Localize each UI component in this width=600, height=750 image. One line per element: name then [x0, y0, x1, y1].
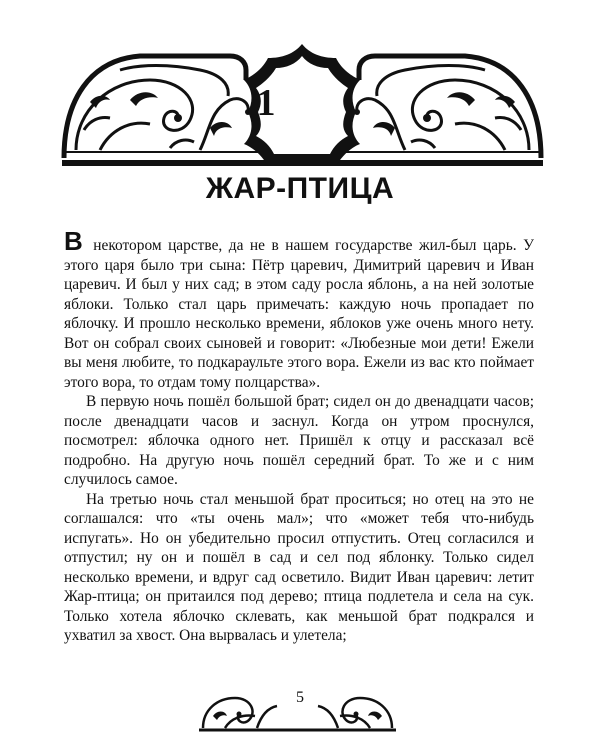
paragraph: На третью ночь стал меньшой брат проситься; но отец на это не соглашался: что «ты очень мал»; что «может тебя что-нибудь испугать». Но он убедительно просил отпустить. Отец согласился и отпустил; ну он и пошёл в сад и сел под яблонку. Только сидел несколько времени, и вдруг сад осветило. Видит Иван царевич: летит Жар-птица; он притаился под дерево; птица подлетела и села на сук. Только хотела яблочко склевать, как меньшой брат подкрался и ухватил за хвост. Она вырвалась и улетела;: [64, 490, 534, 644]
chapter-number: 1: [256, 82, 276, 124]
chapter-title: ЖАР-ПТИЦА: [205, 172, 395, 205]
chapter-header-ornament: [60, 40, 545, 170]
body-text: [64, 226, 534, 646]
paragraph: В первую ночь пошёл большой брат; сидел он до двенадцати часов; после двенадцати часов и заснул. Когда он утром проснулся, посмотрел: яблочка одного нет. Пришёл к отцу и рассказал всё подробно. На другую ночь пошёл середний брат. То же и с ним случилось самое.: [64, 393, 534, 488]
drop-cap: В: [64, 226, 83, 256]
paragraph: [64, 226, 534, 392]
page-number: 5: [296, 689, 304, 706]
paragraph-text: некотором царстве, да не в нашем государстве жил-был царь. У этого царя было три сына: Пётр царевич, Димитрий царевич и Иван царевич. И был у них сад; в этом саду росла яблонь, а на ней золотые яблоки. Только стал царь примечать: каждую ночь пропадает по яблочку. И прошло несколько времени, яблоков уже очень много нету. Вот он собрал своих сыновей и говорит: «Любезные мои дети! Ежели вы меня любите, то подкараульте этого вора. Ежели из вас кто поймает этого вора, то отдам тому полцарства».: [64, 237, 534, 391]
